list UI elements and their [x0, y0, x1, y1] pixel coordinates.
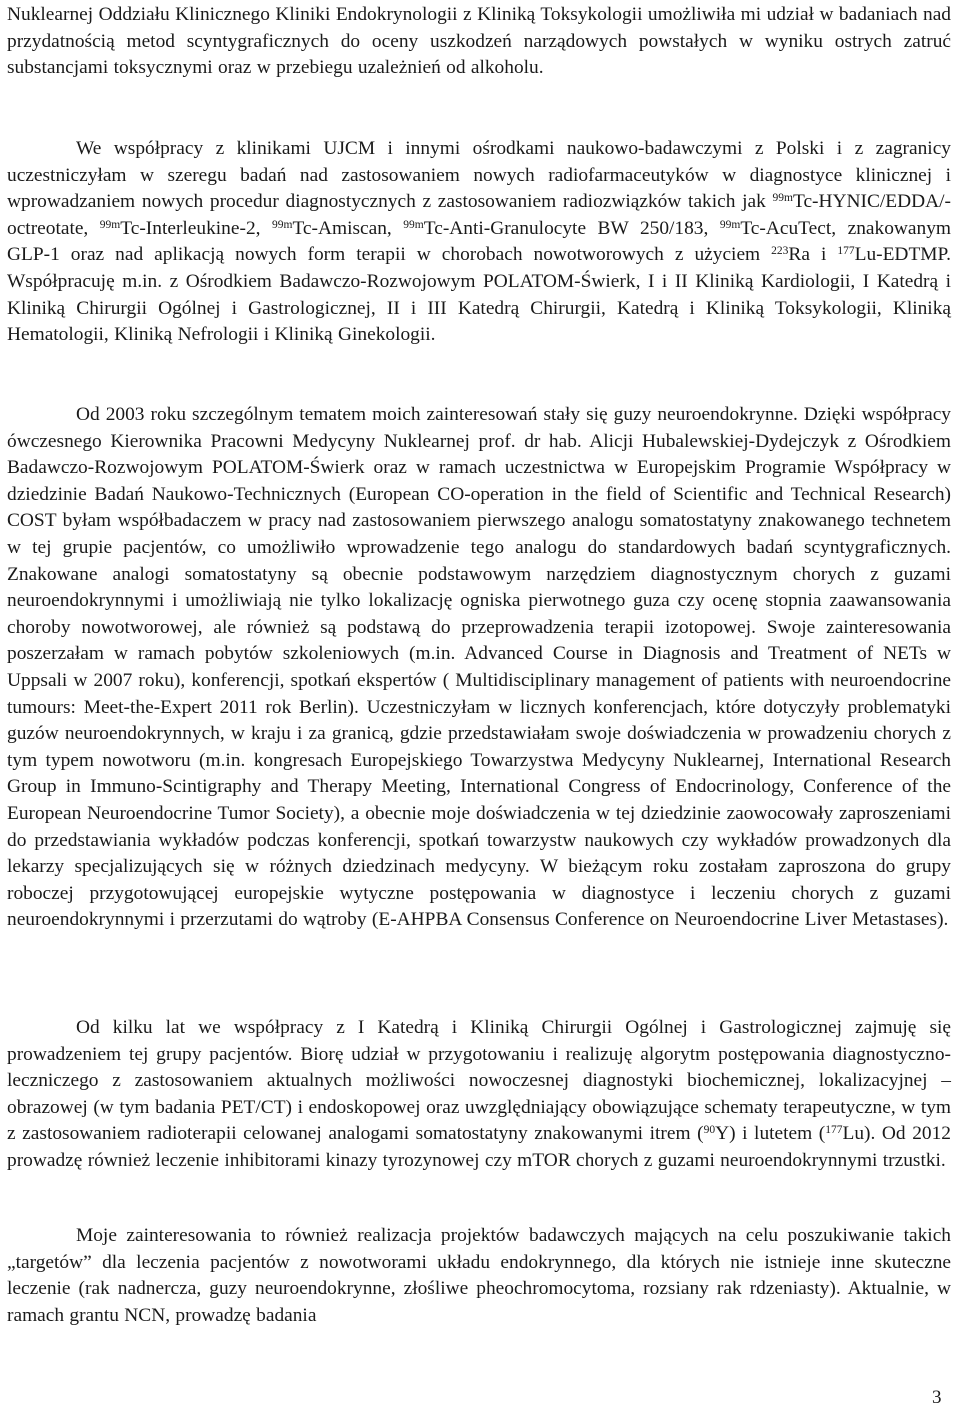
paragraph-4: Od kilku lat we współpracy z I Katedrą i Kliniką Chirurgii Ogólnej i Gastrologicznej zajmuję się prowadzeniem tej grupy pacjentów. Biorę udział w przygotowaniu i realizuję algorytm postępowania diagnostyczno-leczniczego z zastosowaniem aktualnych możliwości nowoczesnej diagnostyki biochemicznej, lokalizacyjnej – obrazowej (w tym badania PET/CT) i endoskopowej oraz uwzględniający obowiązujące schematy terapeutyczne, w tym z zastosowaniem radioterapii celowanej analogami somatostatyny znakowanymi itrem ($^{90}$Y) i lutetem ($^{177}$Lu). Od 2012 prowadzę również leczenie inhibitorami kinazy tyrozynowej czy mTOR chorych z guzami neuroendokrynnymi trzustki.: [7, 1017, 951, 1171]
page-number: 3: [932, 1387, 942, 1408]
paragraph-2: We współpracy z klinikami UJCM i innymi ośrodkami naukowo-badawczymi z Polski i z zagranicy uczestniczyłam w szeregu badań nad zastosowaniem nowych radiofarmaceutyków w diagnostyce klinicznej i wprowadzaniem nowych procedur diagnostycznych z zastosowaniem radiozwiązków takich jak $^{99m}$Tc-HYNIC/EDDA/-octreotate, $^{99m}$Tc-Interleukine-2, $^{99m}$Tc-Amiscan, $^{99m}$Tc-Anti-Granulocyte BW 250/183, $^{99m}$Tc-AcuTect, znakowanym GLP-1 oraz nad aplikacją nowych form terapii w chorobach nowotworowych z użyciem $^{223}$Ra i $^{177}$Lu-EDTMP. Współpracuję m.in. z Ośrodkiem Badawczo-Rozwojowym POLATOM-Świerk, I i II Kliniką Kardiologii, I Katedrą i Kliniką Chirurgii Ogólnej i Gastrologicznej, II i III Katedrą Chirurgii, Katedrą i Kliniką Toksykologii, Kliniką Hematologii, Kliniką Nefrologii i Kliniką Ginekologii.: [7, 138, 952, 346]
paragraph-5: Moje zainteresowania to również realizacja projektów badawczych mających na celu poszukiwanie takich „targetów” dla leczenia pacjentów z nowotworami układu endokrynnego, dla których nie istnieje inne skuteczne leczenie (rak nadnercza, guzy neuroendokrynne, złośliwe pheochromocytoma, rozsiany rak rdzeniasty). Aktualnie, w ramach grantu NCN, prowadzę badania: [7, 1225, 951, 1326]
paragraph-3: Od 2003 roku szczególnym tematem moich zainteresowań stały się guzy neuroendokrynne. Dzięki współpracy ówczesnego Kierownika Pracowni Medycyny Nuklearnej prof. dr hab. Alicji Hubalewskiej-Dydejczyk z Ośrodkiem Badawczo-Rozwojowym POLATOM-Świerk oraz w ramach uczestnictwa w Europejskim Programie Współpracy w dziedzinie Badań Naukowo-Technicznych (European CO-operation in the field of Scientific and Technical Research) COST byłam współbadaczem w pracy nad zastosowaniem pierwszego analogu somatostatyny znakowanego technetem w tej grupie pacjentów, co umożliwiło wprowadzenie tego analogu do standardowych badań scyntygraficznych. Znakowane analogi somatostatyny są obecnie podstawowym narzędziem diagnostycznym chorych z guzami neuroendokrynnymi i umożliwiają nie tylko lokalizację ogniska pierwotnego guza czy ocenę stopnia zaawansowania choroby nowotworowej, ale również są podstawą do przeprowadzenia terapii izotopowej. Swoje zainteresowania poszerzałam w ramach pobytów szkoleniowych (m.in. Advanced Course in Diagnosis and Treatment of NETs w Uppsali w 2007 roku), konferencji, spotkań ekspertów ( Multidisciplinary management of patients with neuroendocrine tumours: Meet-the-Expert 2011 rok Berlin). Uczestniczyłam w licznych konferencjach, które dotyczyły problematyki guzów neuroendokrynnych, w kraju i za granicą, gdzie przedstawiałam swoje doświadczenia w prowadzeniu chorych z tym typem nowotworu (m.in. kongresach Europejskiego Towarzystwa Medycyny Nuklearnej, International Research Group in Immuno-Scintigraphy and Therapy Meeting, International Congress of Endocrinology, Conference of the European Neuroendocrine Tumor Society), a obecnie moje doświadczenia w tej dziedzinie zaowocowały zaproszeniami do przedstawiania wykładów podczas konferencji, spotkań towarzystw naukowych czy wykładów prowadzonych dla lekarzy specjalizujących się w różnych dziedzinach medycyny. W bieżącym roku zostałam zaproszona do grupy roboczej przygotowującej europejskie wytyczne postępowania w diagnostyce i leczeniu chorych z guzami neuroendokrynnymi i przerzutami do wątroby (E-AHPBA Consensus Conference on Neuroendocrine Liver Metastases).: [7, 404, 951, 931]
paragraph-1: Nuklearnej Oddziału Klinicznego Kliniki Endokrynologii z Kliniką Toksykologii umożliwiła mi udział w badaniach nad przydatnością metod scyntygraficznych do oceny uszkodzeń narządowych powstałych w wyniku ostrych zatruć substancjami toksycznymi oraz w przebiegu uzależnień od alkoholu.: [7, 4, 951, 79]
